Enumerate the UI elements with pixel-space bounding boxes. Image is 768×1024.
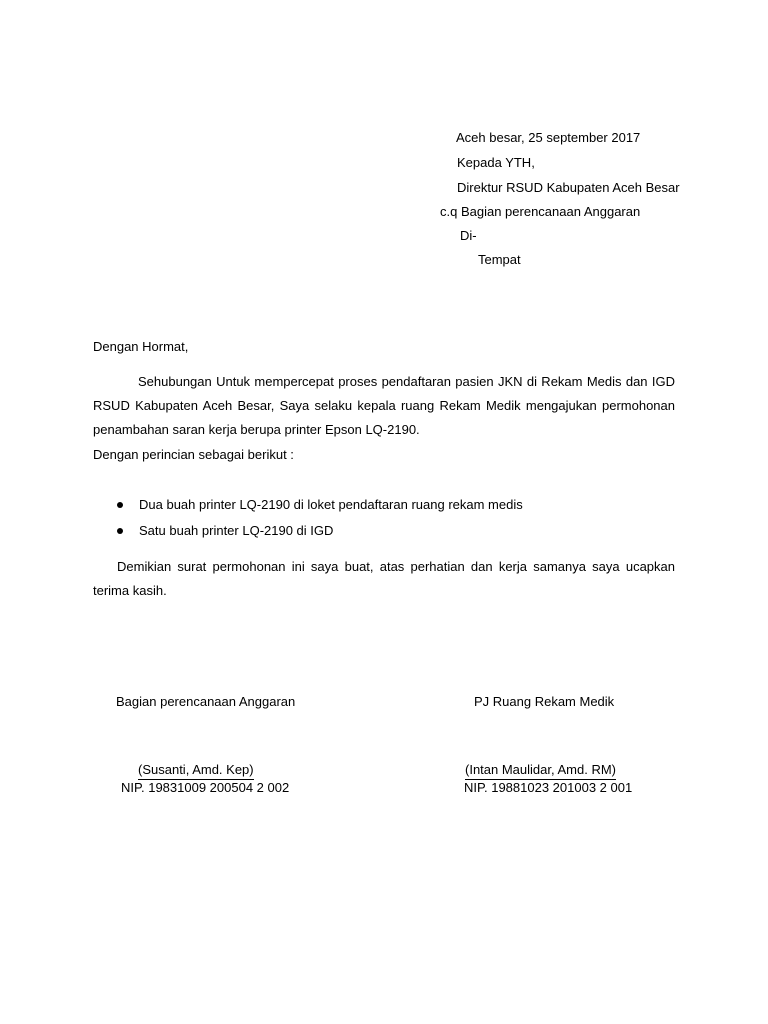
bullet-icon [117,528,123,534]
closing-paragraph: Demikian surat permohonan ini saya buat, atas perhatian dan kerja samanya saya ucapkan terima kasih. [93,559,675,598]
right-signatory-name: (Intan Maulidar, Amd. RM) [465,762,616,780]
list-item [93,521,523,547]
list-item [93,495,523,521]
addressee-recipient: Direktur RSUD Kabupaten Aceh Besar [457,180,680,195]
list-item-text: Satu buah printer LQ-2190 di IGD [139,523,334,538]
addressee-place: Tempat [478,252,521,267]
addressee-greeting: Kepada YTH, [457,155,535,170]
addressee-attention: c.q Bagian perencanaan Anggaran [440,204,641,219]
list-item-text: Dua buah printer LQ-2190 di loket pendaftaran ruang rekam medis [139,497,523,512]
addressee-at: Di- [460,228,477,243]
request-paragraph: Sehubungan Untuk mempercepat proses pendaftaran pasien JKN di Rekam Medis dan IGD RSUD Kabupaten Aceh Besar, Saya selaku kepala ruang Rekam Medik mengajukan permohonan penambahan saran kerja berupa printer Epson LQ-2190. [93,374,675,437]
request-items-list [93,495,523,547]
detail-intro: Dengan perincian sebagai berikut : [93,447,294,462]
right-signatory-title: PJ Ruang Rekam Medik [474,694,615,709]
left-signatory-nip: NIP. 19831009 200504 2 002 [121,780,290,795]
left-signatory-name: (Susanti, Amd. Kep) [138,762,254,780]
left-signatory-title: Bagian perencanaan Anggaran [116,694,296,709]
letter-date: Aceh besar, 25 september 2017 [456,130,641,145]
right-signatory-nip: NIP. 19881023 201003 2 001 [464,780,633,795]
bullet-icon [117,502,123,508]
salutation: Dengan Hormat, [93,339,189,354]
